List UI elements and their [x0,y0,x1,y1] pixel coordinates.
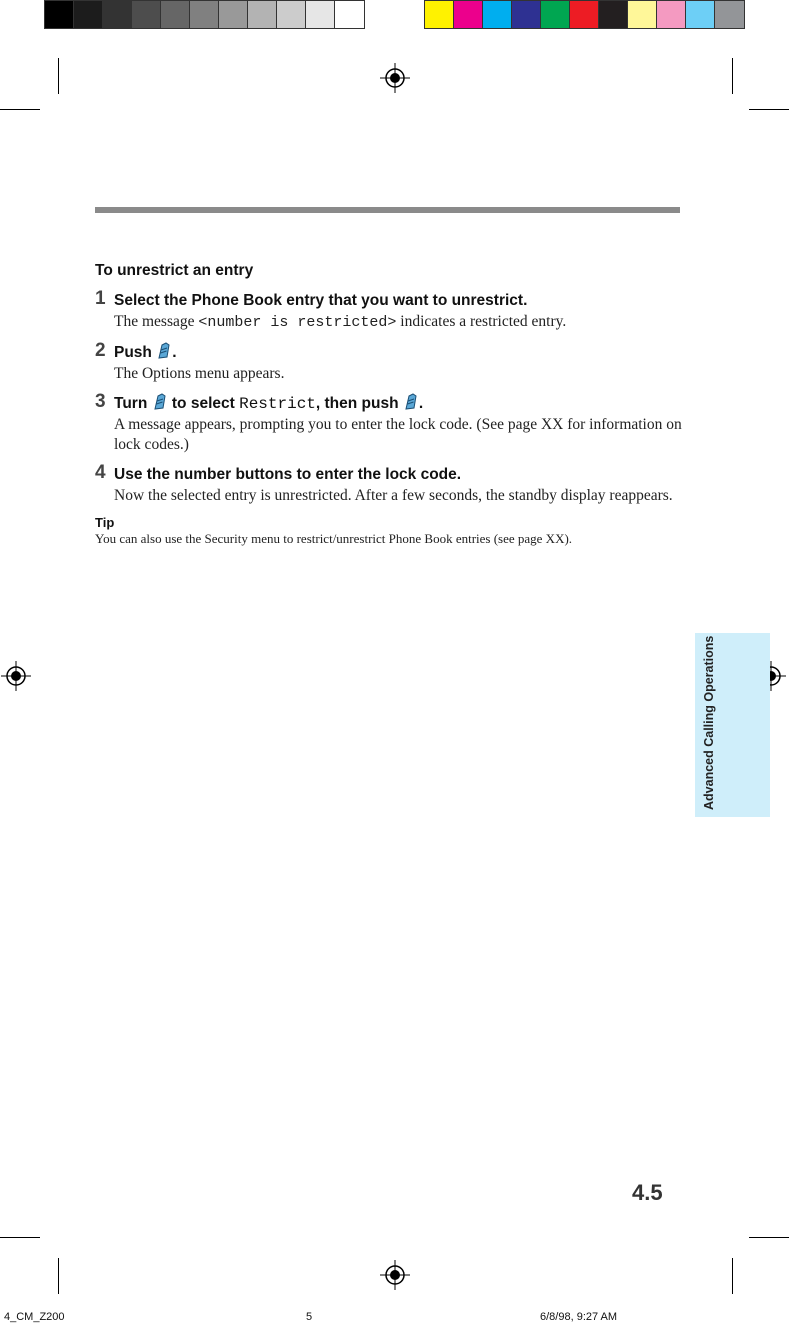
tip-label: Tip [95,515,115,530]
gray-swatch [335,1,364,28]
gray-swatch [306,1,335,28]
header-rule [95,207,680,213]
gray-swatch [190,1,219,28]
page-number: 4.5 [632,1180,663,1205]
step-number: 3 [95,391,106,412]
chapter-tab-label: Advanced Calling Operations [702,635,716,810]
crop-mark [0,109,40,110]
crop-mark [0,1237,40,1238]
menu-option: Restrict [239,395,316,413]
step-description: The message <number is restricted> indicates a restricted entry. [114,313,567,331]
color-calibration-bar [424,0,745,29]
registration-mark-icon [1,661,31,691]
crop-mark [749,109,789,110]
instructions [95,262,685,548]
crop-mark [749,1237,789,1238]
display-message: <number is restricted> [198,314,397,331]
step-2 [95,342,685,384]
color-swatch [512,1,541,28]
gray-swatch [103,1,132,28]
color-swatch [483,1,512,28]
crop-mark [58,58,59,94]
tip-text: You can also use the Security menu to restrict/unrestrict Phone Book entries (see page XX). [95,531,573,546]
color-swatch [599,1,628,28]
color-swatch [715,1,744,28]
step-heading: Push . [114,344,177,361]
step-description: Now the selected entry is unrestricted. After a few seconds, the standby display reappears. [114,487,673,504]
step-heading: Select the Phone Book entry that you want to unrestrict. [114,292,528,309]
footer-page: 5 [306,1311,313,1323]
gray-swatch [248,1,277,28]
gray-swatch [132,1,161,28]
footer-timestamp: 6/8/98, 9:27 AM [540,1311,618,1323]
footer-file: 4_CM_Z200 [4,1311,65,1323]
step-1 [95,290,685,333]
step-number: 1 [95,288,106,309]
color-swatch [541,1,570,28]
gray-swatch [277,1,306,28]
gray-swatch [74,1,103,28]
step-heading: Use the number buttons to enter the lock code. [114,466,462,483]
step-3 [95,393,685,455]
color-swatch [425,1,454,28]
jog-dial-icon [403,393,419,411]
step-number: 4 [95,462,106,483]
color-swatch [454,1,483,28]
gray-swatch [45,1,74,28]
grayscale-calibration-bar [44,0,365,29]
color-swatch [628,1,657,28]
registration-mark-icon [380,63,410,93]
jog-dial-icon [156,342,172,360]
crop-mark [58,1258,59,1294]
crop-mark [732,1258,733,1294]
color-swatch [686,1,715,28]
step-description: The Options menu appears. [114,365,285,382]
step-number: 2 [95,340,106,361]
color-swatch [657,1,686,28]
jog-dial-icon [152,393,168,411]
step-4 [95,464,685,506]
color-swatch [570,1,599,28]
step-heading: Turn to select Restrict, then push . [114,395,424,413]
gray-swatch [161,1,190,28]
step-description: A message appears, prompting you to enter the lock code. (See page XX for information on lock codes.) [114,416,682,453]
section-title: To unrestrict an entry [95,262,254,279]
gray-swatch [219,1,248,28]
crop-mark [732,58,733,94]
registration-mark-icon [380,1260,410,1290]
